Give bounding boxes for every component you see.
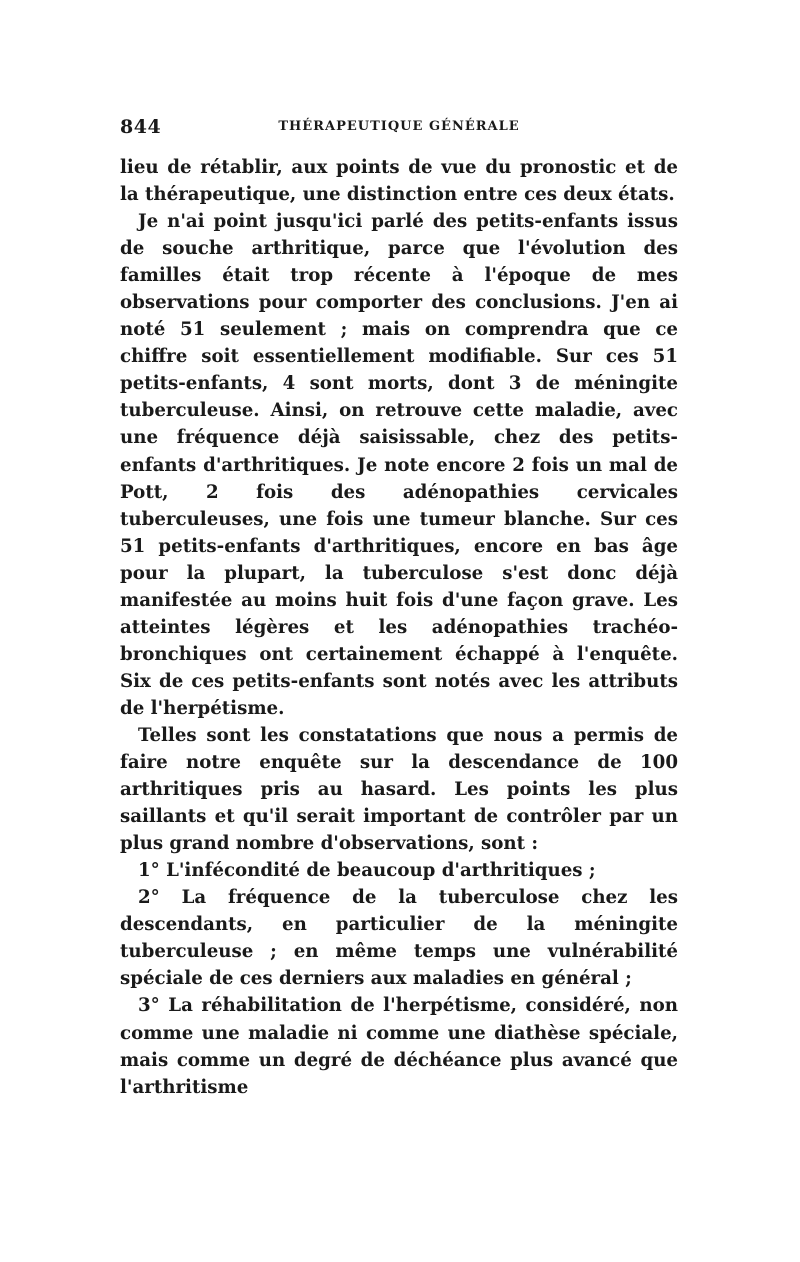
paragraph-constatations: Telles sont les constatations que nous a permis de faire notre enquête sur la descendance de 100 arthritiques pris au hasard. Les points les plus saillants et qu'il serait important de contrôler par un plus grand nombre d'observations, sont : bbox=[120, 724, 678, 855]
body-text bbox=[120, 154, 678, 1101]
list-item-herpetisme: 3° La réhabilitation de l'herpétisme, considéré, non comme une maladie ni comme une diathèse spéciale, mais comme un degré de déchéance plus avancé que l'arthritisme bbox=[120, 995, 678, 1098]
page-number: 844 bbox=[120, 116, 162, 138]
page-header bbox=[120, 116, 678, 140]
paragraph-petits-enfants: Je n'ai point jusqu'ici parlé des petits-enfants issus de souche arthritique, parce que l'évolution des familles était trop récente à l'époque de mes observations pour comporter des conclusions. J'en ai noté 51 seulement ; mais on comprendra que ce chiffre soit essentiellement modifiable. Sur ces 51 petits-enfants, 4 sont morts, dont 3 de méningite tuberculeuse. Ainsi, on retrouve cette maladie, avec une fréquence déjà saisissable, chez des petits-enfants d'arthritiques. Je note encore 2 fois un mal de Pott, 2 fois des adénopathies cervicales tuberculeuses, une fois une tumeur blanche. Sur ces 51 petits-enfants d'arthritiques, encore en bas âge pour la plupart, la tuberculose s'est donc déjà manifestée au moins huit fois d'une façon grave. Les atteintes légères et les adénopathies trachéo-bronchiques ont certainement échappé à l'enquête. Six de ces petits-enfants sont notés avec les attributs de l'herpétisme. bbox=[120, 211, 678, 719]
running-head: THÉRAPEUTIQUE GÉNÉRALE bbox=[278, 119, 520, 134]
paragraph-continuation: lieu de rétablir, aux points de vue du pronostic et de la thérapeutique, une distinction entre ces deux états. bbox=[120, 157, 678, 206]
list-item-tuberculose: 2° La fréquence de la tuberculose chez les descendants, en particulier de la méningite tuberculeuse ; en même temps une vulnérabilité spéciale de ces derniers aux maladies en général ; bbox=[120, 887, 678, 990]
list-item-infecondite: 1° L'infécondité de beaucoup d'arthritiques ; bbox=[138, 860, 596, 882]
